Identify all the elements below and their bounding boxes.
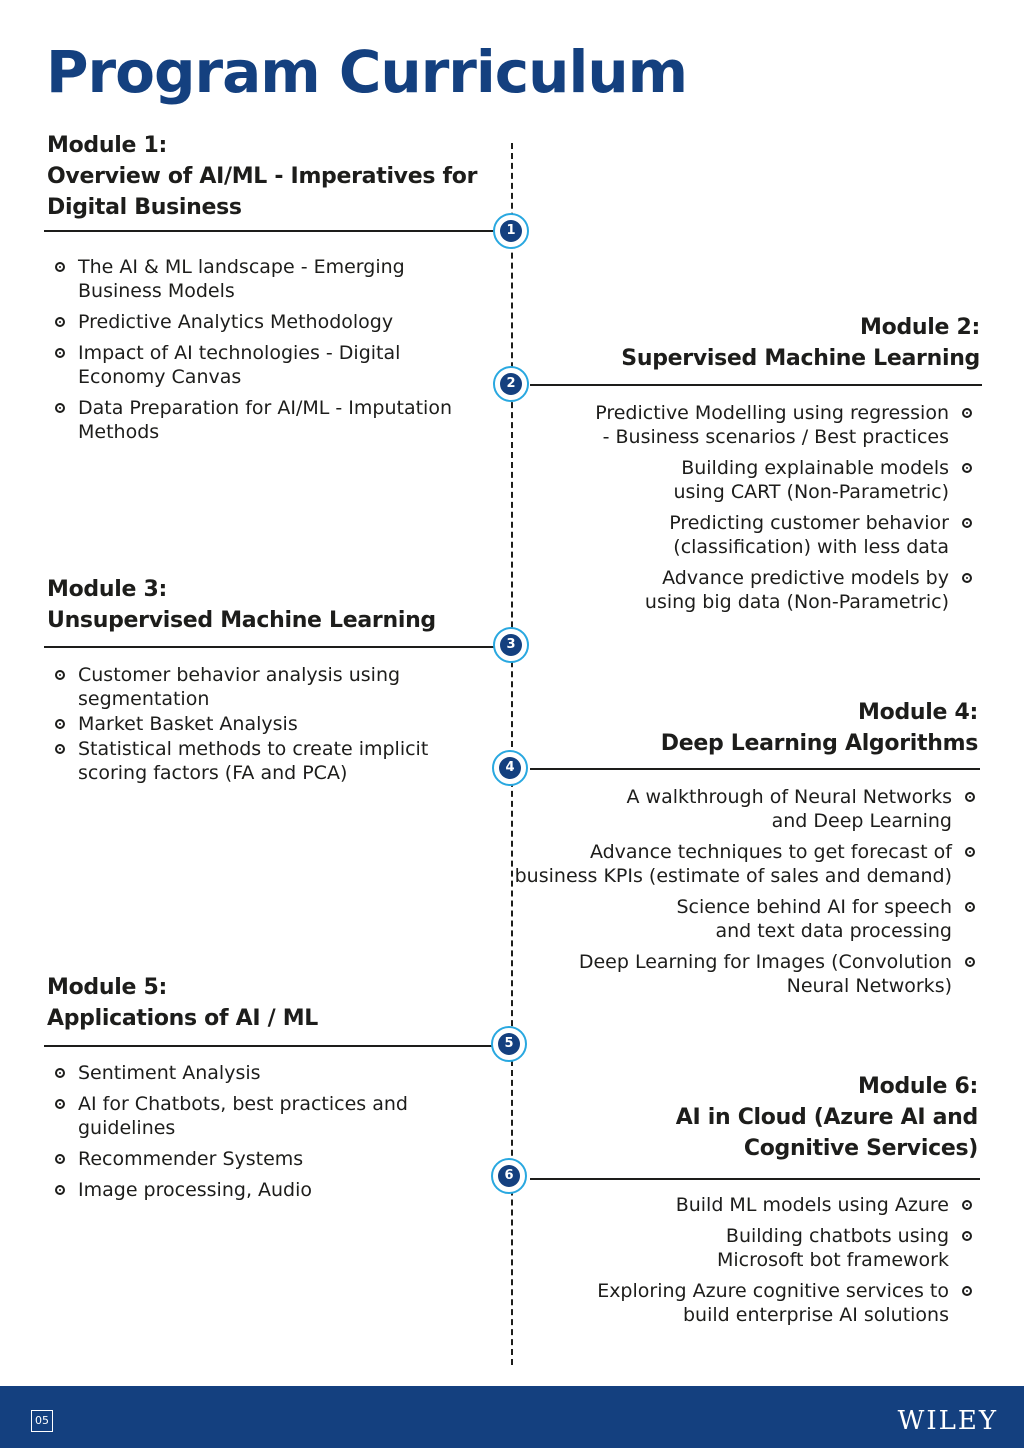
bullet-icon bbox=[55, 719, 65, 729]
page-title: Program Curriculum bbox=[46, 38, 688, 106]
page-number: 05 bbox=[31, 1410, 53, 1432]
module-1-title bbox=[47, 130, 477, 223]
list-item: Market Basket Analysis bbox=[47, 712, 428, 736]
list-item: Customer behavior analysis using segmentation bbox=[47, 663, 428, 711]
list-item: Predictive Modelling using regression - Business scenarios / Best practices bbox=[595, 401, 980, 449]
list-item: AI for Chatbots, best practices and guidelines bbox=[47, 1092, 408, 1140]
module-title-line: Overview of AI/ML - Imperatives for bbox=[47, 164, 478, 189]
module-5-title bbox=[47, 972, 318, 1034]
list-item: Deep Learning for Images (Convolution Neural Networks) bbox=[515, 950, 983, 998]
list-item: Impact of AI technologies - Digital Economy Canvas bbox=[47, 341, 452, 389]
module-number: 4 bbox=[499, 757, 521, 779]
module-4-divider bbox=[530, 768, 980, 770]
module-number: 2 bbox=[500, 373, 522, 395]
bullet-icon bbox=[962, 573, 972, 583]
bullet-icon bbox=[55, 262, 65, 272]
module-6-divider bbox=[530, 1178, 980, 1180]
module-4-topics bbox=[515, 785, 983, 998]
module-3-divider bbox=[44, 646, 494, 648]
module-label: Module 5: bbox=[47, 975, 167, 1000]
bullet-icon bbox=[962, 1200, 972, 1210]
module-3-topics bbox=[47, 663, 428, 785]
list-item: Advance predictive models by using big data (Non-Parametric) bbox=[595, 566, 980, 614]
list-item: Building explainable models using CART (Non-Parametric) bbox=[595, 456, 980, 504]
module-label: Module 6: bbox=[858, 1074, 978, 1099]
module-title-line: AI in Cloud (Azure AI and bbox=[675, 1105, 978, 1130]
module-1-divider bbox=[44, 230, 494, 232]
module-6-title bbox=[676, 1071, 978, 1164]
module-3-title bbox=[47, 574, 436, 636]
bullet-icon bbox=[55, 670, 65, 680]
module-title-line: Applications of AI / ML bbox=[47, 1006, 319, 1031]
list-item: The AI & ML landscape - Emerging Business Models bbox=[47, 255, 452, 303]
bullet-icon bbox=[962, 463, 972, 473]
bullet-icon bbox=[965, 847, 975, 857]
list-item: Data Preparation for AI/ML - Imputation Methods bbox=[47, 396, 452, 444]
module-label: Module 4: bbox=[858, 700, 978, 725]
module-number: 5 bbox=[498, 1033, 520, 1055]
module-number: 3 bbox=[500, 634, 522, 656]
module-2-title bbox=[621, 312, 980, 374]
bullet-icon bbox=[962, 1231, 972, 1241]
bullet-icon bbox=[962, 408, 972, 418]
module-2-divider bbox=[530, 384, 982, 386]
module-label: Module 2: bbox=[860, 315, 980, 340]
list-item: Build ML models using Azure bbox=[597, 1193, 980, 1217]
module-2-topics bbox=[595, 401, 980, 614]
module-title-line: Deep Learning Algorithms bbox=[660, 731, 978, 756]
module-label: Module 3: bbox=[47, 577, 167, 602]
list-item: A walkthrough of Neural Networks and Deep Learning bbox=[515, 785, 983, 833]
list-item: Science behind AI for speech and text data processing bbox=[515, 895, 983, 943]
module-title-line: Supervised Machine Learning bbox=[621, 346, 980, 371]
brand-logo: WILEY bbox=[897, 1406, 998, 1436]
module-number: 1 bbox=[500, 220, 522, 242]
bullet-icon bbox=[965, 792, 975, 802]
list-item: Recommender Systems bbox=[47, 1147, 408, 1171]
module-2-badge bbox=[493, 366, 529, 402]
module-5-badge bbox=[491, 1026, 527, 1062]
module-label: Module 1: bbox=[47, 133, 167, 158]
bullet-icon bbox=[55, 744, 65, 754]
module-6-badge bbox=[491, 1158, 527, 1194]
bullet-icon bbox=[55, 1185, 65, 1195]
bullet-icon bbox=[962, 518, 972, 528]
module-5-divider bbox=[44, 1045, 494, 1047]
bullet-icon bbox=[55, 348, 65, 358]
module-title-line: Unsupervised Machine Learning bbox=[47, 608, 436, 633]
list-item: Predictive Analytics Methodology bbox=[47, 310, 452, 334]
module-6-topics bbox=[597, 1193, 980, 1327]
bullet-icon bbox=[55, 1154, 65, 1164]
bullet-icon bbox=[55, 1068, 65, 1078]
bullet-icon bbox=[55, 1099, 65, 1109]
list-item: Building chatbots using Microsoft bot framework bbox=[597, 1224, 980, 1272]
module-number: 6 bbox=[498, 1165, 520, 1187]
bullet-icon bbox=[55, 403, 65, 413]
module-4-title bbox=[661, 697, 978, 759]
module-title-line: Digital Business bbox=[47, 195, 242, 220]
list-item: Image processing, Audio bbox=[47, 1178, 408, 1202]
footer-bar bbox=[0, 1386, 1024, 1448]
bullet-icon bbox=[965, 902, 975, 912]
module-3-badge bbox=[493, 627, 529, 663]
list-item: Advance techniques to get forecast of business KPIs (estimate of sales and demand) bbox=[515, 840, 983, 888]
bullet-icon bbox=[965, 957, 975, 967]
module-1-topics bbox=[47, 255, 452, 444]
module-title-line: Cognitive Services) bbox=[743, 1136, 978, 1161]
module-1-badge bbox=[493, 213, 529, 249]
list-item: Exploring Azure cognitive services to build enterprise AI solutions bbox=[597, 1279, 980, 1327]
module-4-badge bbox=[492, 750, 528, 786]
module-5-topics bbox=[47, 1061, 408, 1202]
bullet-icon bbox=[962, 1286, 972, 1296]
list-item: Sentiment Analysis bbox=[47, 1061, 408, 1085]
list-item: Statistical methods to create implicit scoring factors (FA and PCA) bbox=[47, 737, 428, 785]
bullet-icon bbox=[55, 317, 65, 327]
list-item: Predicting customer behavior (classification) with less data bbox=[595, 511, 980, 559]
